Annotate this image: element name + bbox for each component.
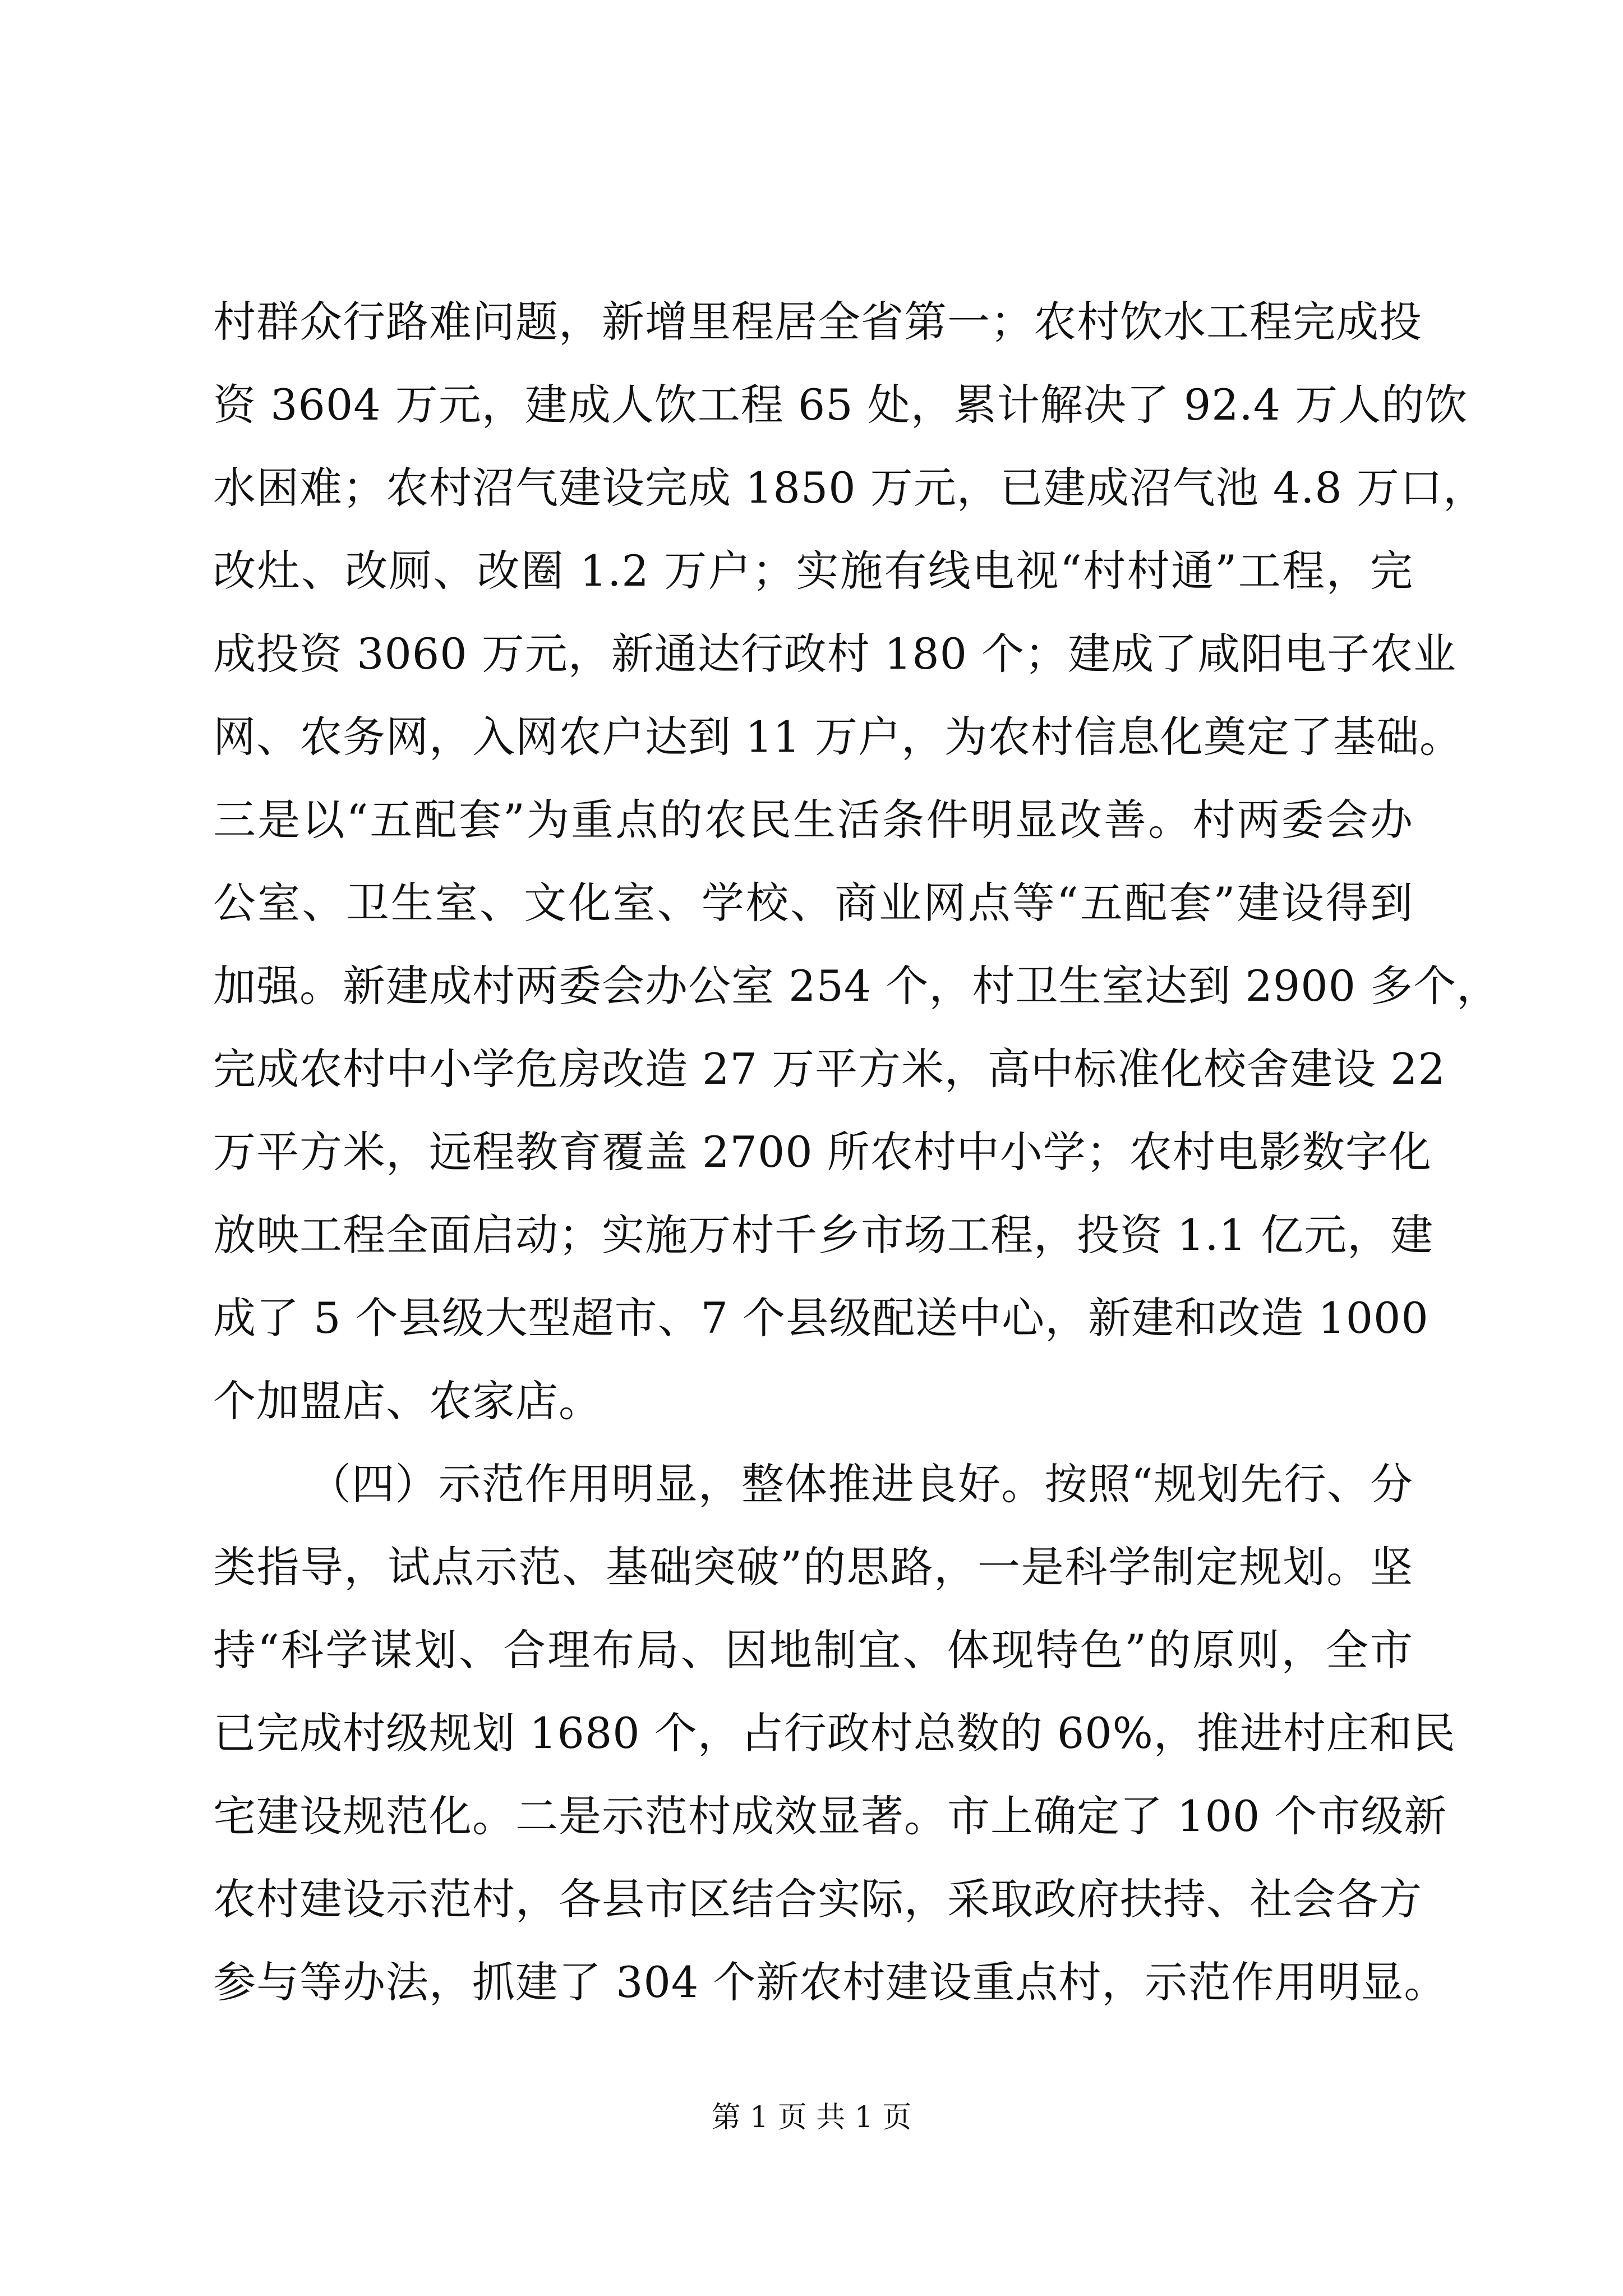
text-line: 成投资 3060 万元，新通达行政村 180 个；建成了咸阳电子农业 bbox=[213, 629, 1457, 679]
body-text bbox=[213, 280, 1500, 2024]
text-line: 放映工程全面启动；实施万村千乡市场工程，投资 1.1 亿元，建 bbox=[213, 1210, 1434, 1260]
paragraph-end-line: 个加盟店、农家店。 bbox=[213, 1376, 602, 1426]
text-line: 加强。新建成村两委会办公室 254 个，村卫生室达到 2900 多个， bbox=[213, 961, 1500, 1011]
text-line: 资 3604 万元，建成人饮工程 65 处，累计解决了 92.4 万人的饮 bbox=[213, 380, 1468, 430]
text-line: 改灶、改厕、改圈 1.2 万户；实施有线电视“村村通”工程，完 bbox=[213, 546, 1413, 596]
text-line: 持“科学谋划、合理布局、因地制宜、体现特色”的原则，全市 bbox=[213, 1625, 1413, 1675]
text-line: 参与等办法，抓建了 304 个新农村建设重点村，示范作用明显。 bbox=[213, 1957, 1447, 2007]
text-line: 完成农村中小学危房改造 27 万平方米，高中标准化校舍建设 22 bbox=[213, 1044, 1446, 1094]
text-line: 宅建设规范化。二是示范村成效显著。市上确定了 100 个市级新 bbox=[213, 1791, 1447, 1841]
text-line: 已完成村级规划 1680 个，占行政村总数的 60%，推进村庄和民 bbox=[213, 1708, 1456, 1758]
text-line: 网、农务网，入网农户达到 11 万户，为农村信息化奠定了基础。 bbox=[213, 712, 1463, 762]
text-line: 成了 5 个县级大型超市、7 个县级配送中心，新建和改造 1000 bbox=[213, 1293, 1429, 1343]
text-line: 三是以“五配套”为重点的农民生活条件明显改善。村两委会办 bbox=[213, 795, 1413, 845]
paragraph-start-line: （四）示范作用明显，整体推进良好。按照“规划先行、分 bbox=[308, 1459, 1413, 1509]
text-line: 水困难；农村沼气建设完成 1850 万元，已建成沼气池 4.8 万口， bbox=[213, 463, 1486, 513]
text-line: 万平方米，远程教育覆盖 2700 所农村中小学；农村电影数字化 bbox=[213, 1127, 1432, 1177]
text-line: 村群众行路难问题，新增里程居全省第一；农村饮水工程完成投 bbox=[213, 297, 1422, 347]
page-footer: 第 1 页 共 1 页 bbox=[711, 2101, 912, 2134]
text-line: 公室、卫生室、文化室、学校、商业网点等“五配套”建设得到 bbox=[213, 878, 1413, 928]
text-line: 类指导，试点示范、基础突破”的思路，一是科学制定规划。坚 bbox=[213, 1542, 1413, 1592]
text-line: 农村建设示范村，各县市区结合实际，采取政府扶持、社会各方 bbox=[213, 1874, 1422, 1924]
